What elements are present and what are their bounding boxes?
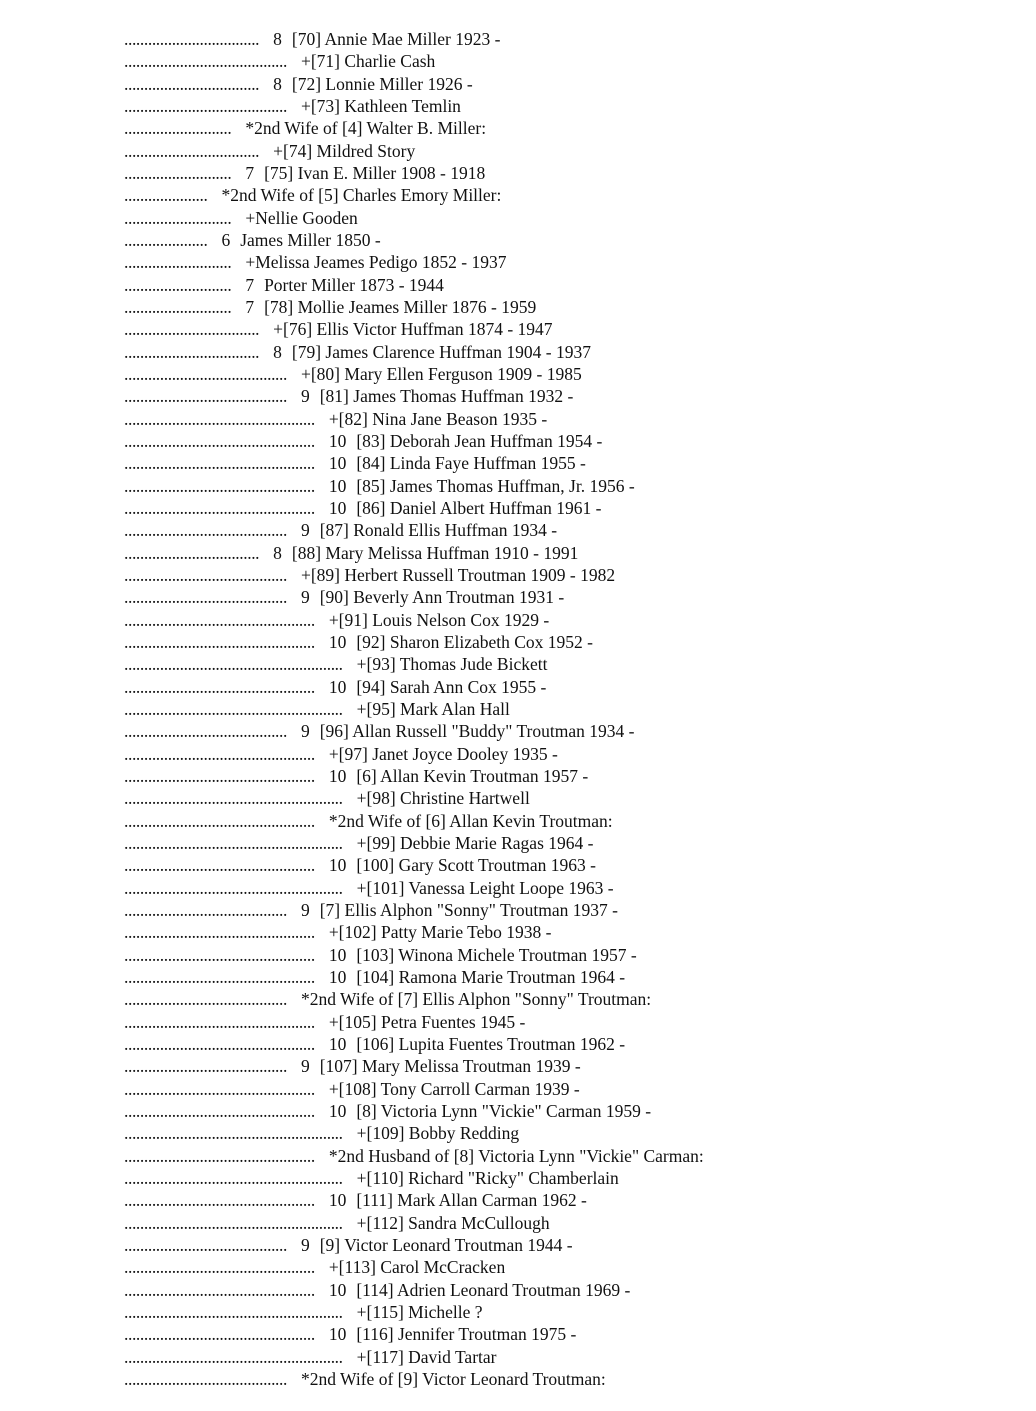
person-entry: [107] Mary Melissa Troutman 1939 - [319,1056,581,1077]
person-entry: +[91] Louis Nelson Cox 1929 - [328,609,550,630]
indent-leader: .................................. [124,319,260,340]
descendant-line [124,1078,580,1100]
descendant-line [124,519,557,541]
person-entry: [78] Mollie Jeames Miller 1876 - 1959 [264,297,537,317]
generation-number: 7 [245,297,255,317]
generation-number: 9 [300,520,310,541]
indent-leader: .................................. [124,73,260,94]
person-entry: [70] Annie Mae Miller 1923 - [291,29,501,49]
person-entry: +[73] Kathleen Temlin [300,96,461,116]
person-entry: +[89] Herbert Russell Troutman 1909 - 1982 [300,564,616,585]
descendant-line [124,73,473,95]
person-entry: [86] Daniel Albert Huffman 1961 - [356,497,602,518]
descendant-line [124,586,564,608]
person-entry: [87] Ronald Ellis Huffman 1934 - [319,520,558,541]
person-entry: [79] James Clarence Huffman 1904 - 1937 [291,341,591,362]
descendant-line [124,698,510,720]
indent-leader: ................................................ [124,408,315,429]
person-entry: +[102] Patty Marie Tebo 1938 - [328,922,552,943]
person-entry: [90] Beverly Ann Troutman 1931 - [319,587,565,608]
person-entry: [116] Jennifer Troutman 1975 - [356,1324,577,1345]
descendant-line [124,653,547,675]
indent-leader: ........................... [124,252,232,273]
generation-number: 10 [328,430,347,451]
indent-leader: ....................................................... [124,1346,343,1367]
descendant-line [124,229,381,251]
generation-number: 9 [300,386,310,407]
generation-number: 8 [273,341,282,362]
indent-leader: ......................................... [124,1056,287,1077]
indent-leader: ....................................................... [124,1167,343,1188]
generation-number: 9 [300,1056,310,1077]
person-entry: [9] Victor Leonard Troutman 1944 - [319,1234,573,1255]
indent-leader: ......................................... [124,564,287,585]
descendant-line [124,631,593,653]
indent-leader: ......................................... [124,721,287,742]
generation-number: 10 [328,765,347,786]
generation-number: 10 [328,497,347,518]
descendant-line [124,50,435,72]
descendant-line [124,341,591,363]
person-entry: +[113] Carol McCracken [328,1257,506,1278]
descendant-line [124,832,593,854]
person-entry: *2nd Wife of [5] Charles Emory Miller: [221,185,502,206]
descendant-line [124,542,578,564]
person-entry: *2nd Wife of [4] Walter B. Miller: [245,118,487,139]
person-entry: +[99] Debbie Marie Ragas 1964 - [356,832,594,853]
generation-number: 9 [300,721,310,742]
indent-leader: .................................. [124,542,260,563]
generation-number: 7 [245,274,255,295]
indent-leader: ................................................ [124,676,315,697]
person-entry: [104] Ramona Marie Troutman 1964 - [356,966,626,987]
indent-leader: ....................................................... [124,877,343,898]
indent-leader: ........................... [124,274,232,295]
descendant-line [124,452,586,474]
indent-leader: ................................................ [124,922,315,943]
indent-leader: ................................................ [124,1257,315,1278]
indent-leader: ................................................ [124,1100,315,1121]
person-entry: *2nd Wife of [6] Allan Kevin Troutman: [328,810,613,831]
person-entry: [100] Gary Scott Troutman 1963 - [356,855,596,876]
descendant-line [124,564,615,586]
indent-leader: ........................... [124,207,232,228]
descendant-line [124,497,601,519]
person-entry: [94] Sarah Ann Cox 1955 - [356,676,547,697]
descendant-line [124,1011,525,1033]
person-entry: [88] Mary Melissa Huffman 1910 - 1991 [291,542,579,563]
indent-leader: ......................................... [124,363,287,384]
indent-leader: ................................................ [124,765,315,786]
person-entry: [106] Lupita Fuentes Troutman 1962 - [356,1033,626,1054]
generation-number: 8 [273,29,282,49]
person-entry: +Melissa Jeames Pedigo 1852 - 1937 [245,252,507,273]
indent-leader: ..................... [124,230,208,250]
descendant-line [124,1212,550,1234]
descendant-line [124,1055,581,1077]
descendant-line [124,363,582,385]
indent-leader: ..................... [124,185,208,206]
person-entry: +[109] Bobby Redding [356,1123,520,1144]
generation-number: 10 [328,1100,347,1121]
descendant-line [124,207,358,229]
descendant-line [124,720,634,742]
descendant-line [124,1100,651,1122]
indent-leader: ........................... [124,163,232,183]
descendant-line [124,810,613,832]
descendant-line [124,966,625,988]
indent-leader: ................................................ [124,1145,315,1166]
descendant-line [124,117,486,139]
indent-leader: .................................. [124,341,260,362]
indent-leader: ................................................ [124,966,315,987]
generation-number: 10 [328,1324,347,1345]
indent-leader: ................................................ [124,609,315,630]
descendant-line [124,743,558,765]
generation-number: 9 [300,587,310,608]
indent-leader: ................................................ [124,631,315,652]
person-entry: *2nd Wife of [9] Victor Leonard Troutman: [300,1368,606,1389]
indent-leader: ................................................ [124,430,315,451]
indent-leader: ................................................ [124,475,315,496]
indent-leader: ................................................ [124,1033,315,1054]
person-entry: *2nd Wife of [7] Ellis Alphon "Sonny" Troutman: [300,989,652,1010]
person-entry: +[97] Janet Joyce Dooley 1935 - [328,743,558,764]
person-entry: +[110] Richard "Ricky" Chamberlain [356,1167,619,1188]
descendant-line [124,296,536,318]
indent-leader: .................................. [124,140,260,161]
person-entry: [84] Linda Faye Huffman 1955 - [356,453,586,474]
descendant-line [124,475,635,497]
descendant-line [124,899,618,921]
person-entry: [92] Sharon Elizabeth Cox 1952 - [356,631,593,652]
indent-leader: ................................................ [124,944,315,965]
descendant-line [124,1346,497,1368]
descendant-line [124,1323,576,1345]
person-entry: [72] Lonnie Miller 1926 - [291,73,473,94]
indent-leader: ....................................................... [124,1123,343,1144]
descendant-line [124,1279,630,1301]
descendant-line [124,1301,482,1323]
person-entry: +[80] Mary Ellen Ferguson 1909 - 1985 [300,363,582,384]
descendant-line [124,162,485,184]
indent-leader: ................................................ [124,855,315,876]
descendant-line [124,274,444,296]
generation-number: 10 [328,1033,347,1054]
person-entry: +[95] Mark Alan Hall [356,698,510,719]
descendant-line [124,1234,573,1256]
person-entry: +[93] Thomas Jude Bickett [356,654,548,675]
person-entry: [7] Ellis Alphon "Sonny" Troutman 1937 - [319,899,618,920]
descendant-line [124,430,602,452]
indent-leader: ................................................ [124,453,315,474]
generation-number: 7 [245,163,255,183]
generation-number: 10 [328,855,347,876]
descendant-line [124,765,588,787]
person-entry: +[71] Charlie Cash [300,51,436,72]
indent-leader: ........................... [124,118,232,139]
person-entry: +[98] Christine Hartwell [356,788,530,809]
person-entry: +[76] Ellis Victor Huffman 1874 - 1947 [273,319,553,340]
descendant-line [124,676,546,698]
indent-leader: ......................................... [124,51,287,72]
descendant-line [124,944,637,966]
indent-leader: ................................................ [124,1011,315,1032]
person-entry: [103] Winona Michele Troutman 1957 - [356,944,637,965]
indent-leader: ......................................... [124,899,287,920]
person-entry: *2nd Husband of [8] Victoria Lynn "Vickie" Carman: [328,1145,704,1166]
indent-leader: ................................................ [124,1279,315,1300]
generation-number: 10 [328,453,347,474]
generation-number: 10 [328,944,347,965]
generation-number: 10 [328,1190,347,1211]
person-entry: [83] Deborah Jean Huffman 1954 - [356,430,603,451]
descendant-line [124,854,596,876]
descendant-line [124,1122,519,1144]
generation-number: 10 [328,1279,347,1300]
indent-leader: ......................................... [124,96,287,116]
generation-number: 10 [328,676,347,697]
person-entry: +[112] Sandra McCullough [356,1212,550,1233]
descendant-line [124,1256,505,1278]
descendant-line [124,1167,619,1189]
descendant-line [124,609,549,631]
generation-number: 8 [273,542,282,563]
indent-leader: .................................. [124,29,260,49]
person-entry: [81] James Thomas Huffman 1932 - [319,386,574,407]
indent-leader: ................................................ [124,1078,315,1099]
descendant-line [124,1033,625,1055]
descendant-line [124,787,530,809]
descendant-line [124,318,553,340]
generation-number: 10 [328,631,347,652]
indent-leader: ....................................................... [124,788,343,809]
descendant-line [124,385,573,407]
indent-leader: ................................................ [124,1190,315,1211]
descendant-line [124,1145,704,1167]
descendant-line [124,28,500,50]
descendant-line [124,988,651,1010]
indent-leader: ....................................................... [124,1301,343,1322]
person-entry: [8] Victoria Lynn "Vickie" Carman 1959 - [356,1100,652,1121]
indent-leader: ....................................................... [124,654,343,675]
indent-leader: ......................................... [124,386,287,407]
indent-leader: ....................................................... [124,1212,343,1233]
indent-leader: ......................................... [124,587,287,608]
generation-number: 10 [328,475,347,496]
indent-leader: ....................................................... [124,832,343,853]
generation-number: 8 [273,73,282,94]
indent-leader: ......................................... [124,1234,287,1255]
indent-leader: ........................... [124,297,232,317]
generation-number: 10 [328,966,347,987]
descendant-line [124,1368,606,1390]
descendant-line [124,95,461,117]
generation-number: 6 [221,230,231,250]
person-entry: James Miller 1850 - [240,230,381,250]
indent-leader: ......................................... [124,520,287,541]
person-entry: [85] James Thomas Huffman, Jr. 1956 - [356,475,635,496]
person-entry: +[115] Michelle ? [356,1301,483,1322]
person-entry: +[108] Tony Carroll Carman 1939 - [328,1078,580,1099]
person-entry: +[105] Petra Fuentes 1945 - [328,1011,526,1032]
person-entry: [75] Ivan E. Miller 1908 - 1918 [264,163,486,183]
descendant-line [124,184,501,206]
descendant-line [124,408,547,430]
indent-leader: ......................................... [124,1368,287,1389]
descendant-line [124,877,614,899]
person-entry: [6] Allan Kevin Troutman 1957 - [356,765,589,786]
descendant-line [124,251,507,273]
person-entry: [111] Mark Allan Carman 1962 - [356,1190,587,1211]
generation-number: 9 [300,899,310,920]
indent-leader: ................................................ [124,497,315,518]
person-entry: +[74] Mildred Story [273,140,416,161]
person-entry: +[101] Vanessa Leight Loope 1963 - [356,877,614,898]
indent-leader: ................................................ [124,810,315,831]
descendant-line [124,921,551,943]
descendant-line [124,140,415,162]
indent-leader: ................................................ [124,1324,315,1345]
person-entry: +[82] Nina Jane Beason 1935 - [328,408,548,429]
indent-leader: ......................................... [124,989,287,1010]
person-entry: Porter Miller 1873 - 1944 [264,274,444,295]
generation-number: 9 [300,1234,310,1255]
person-entry: +[117] David Tartar [356,1346,497,1367]
person-entry: [96] Allan Russell "Buddy" Troutman 1934 - [319,721,635,742]
person-entry: +Nellie Gooden [245,207,358,228]
person-entry: [114] Adrien Leonard Troutman 1969 - [356,1279,631,1300]
indent-leader: ................................................ [124,743,315,764]
indent-leader: ....................................................... [124,698,343,719]
descendant-line [124,1189,587,1211]
